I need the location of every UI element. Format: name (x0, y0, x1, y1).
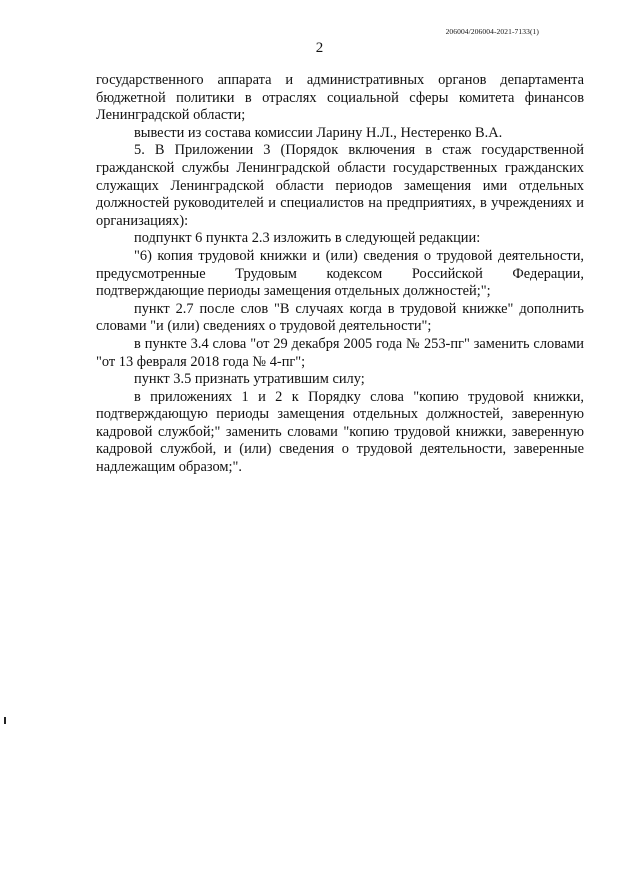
paragraph-7: в пункте 3.4 слова "от 29 декабря 2005 года № 253-пг" заменить словами "от 13 февраля 2018 года № 4-пг"; (96, 335, 584, 370)
paragraph-8: пункт 3.5 признать утратившим силу; (134, 371, 365, 388)
paragraph-4: подпункт 6 пункта 2.3 изложить в следующей редакции: (134, 230, 481, 247)
scan-edge-mark (4, 717, 6, 724)
document-code: 206004/206004-2021-7133(1) (445, 27, 539, 36)
paragraph-3: 5. В Приложении 3 (Порядок включения в стаж государственной гражданской службы Ленинградской области государственных гражданских служащих Ленинградской области периодов замещения ими отдельных должностей руководителей и специалистов на предприятиях, в учреждениях и организациях): (96, 142, 584, 229)
paragraph-5: "6) копия трудовой книжки и (или) сведения о трудовой деятельности, предусмотренные Трудовым кодексом Российской Федерации, подтверждающие периоды замещения отдельных должностей;"; (96, 247, 584, 300)
paragraph-2: вывести из состава комиссии Ларину Н.Л., Нестеренко В.А. (134, 124, 503, 141)
paragraph-9: в приложениях 1 и 2 к Порядку слова "копию трудовой книжки, подтверждающую периоды замещения отдельных должностей, заверенную кадровой службой;" заменить словами "копию трудовой книжки, заверенную кадровой службой, и (или) сведения о трудовой деятельности, заверенные надлежащим образом;". (96, 388, 584, 476)
paragraph-6: пункт 2.7 после слов "В случаях когда в трудовой книжке" дополнить словами "и (или) сведениях о трудовой деятельности"; (96, 300, 584, 335)
document-body (96, 72, 584, 477)
page-number: 2 (315, 40, 324, 56)
paragraph-1: государственного аппарата и административных органов департамента бюджетной политики в отраслях социальной сферы комитета финансов Ленинградской области; (96, 72, 584, 124)
